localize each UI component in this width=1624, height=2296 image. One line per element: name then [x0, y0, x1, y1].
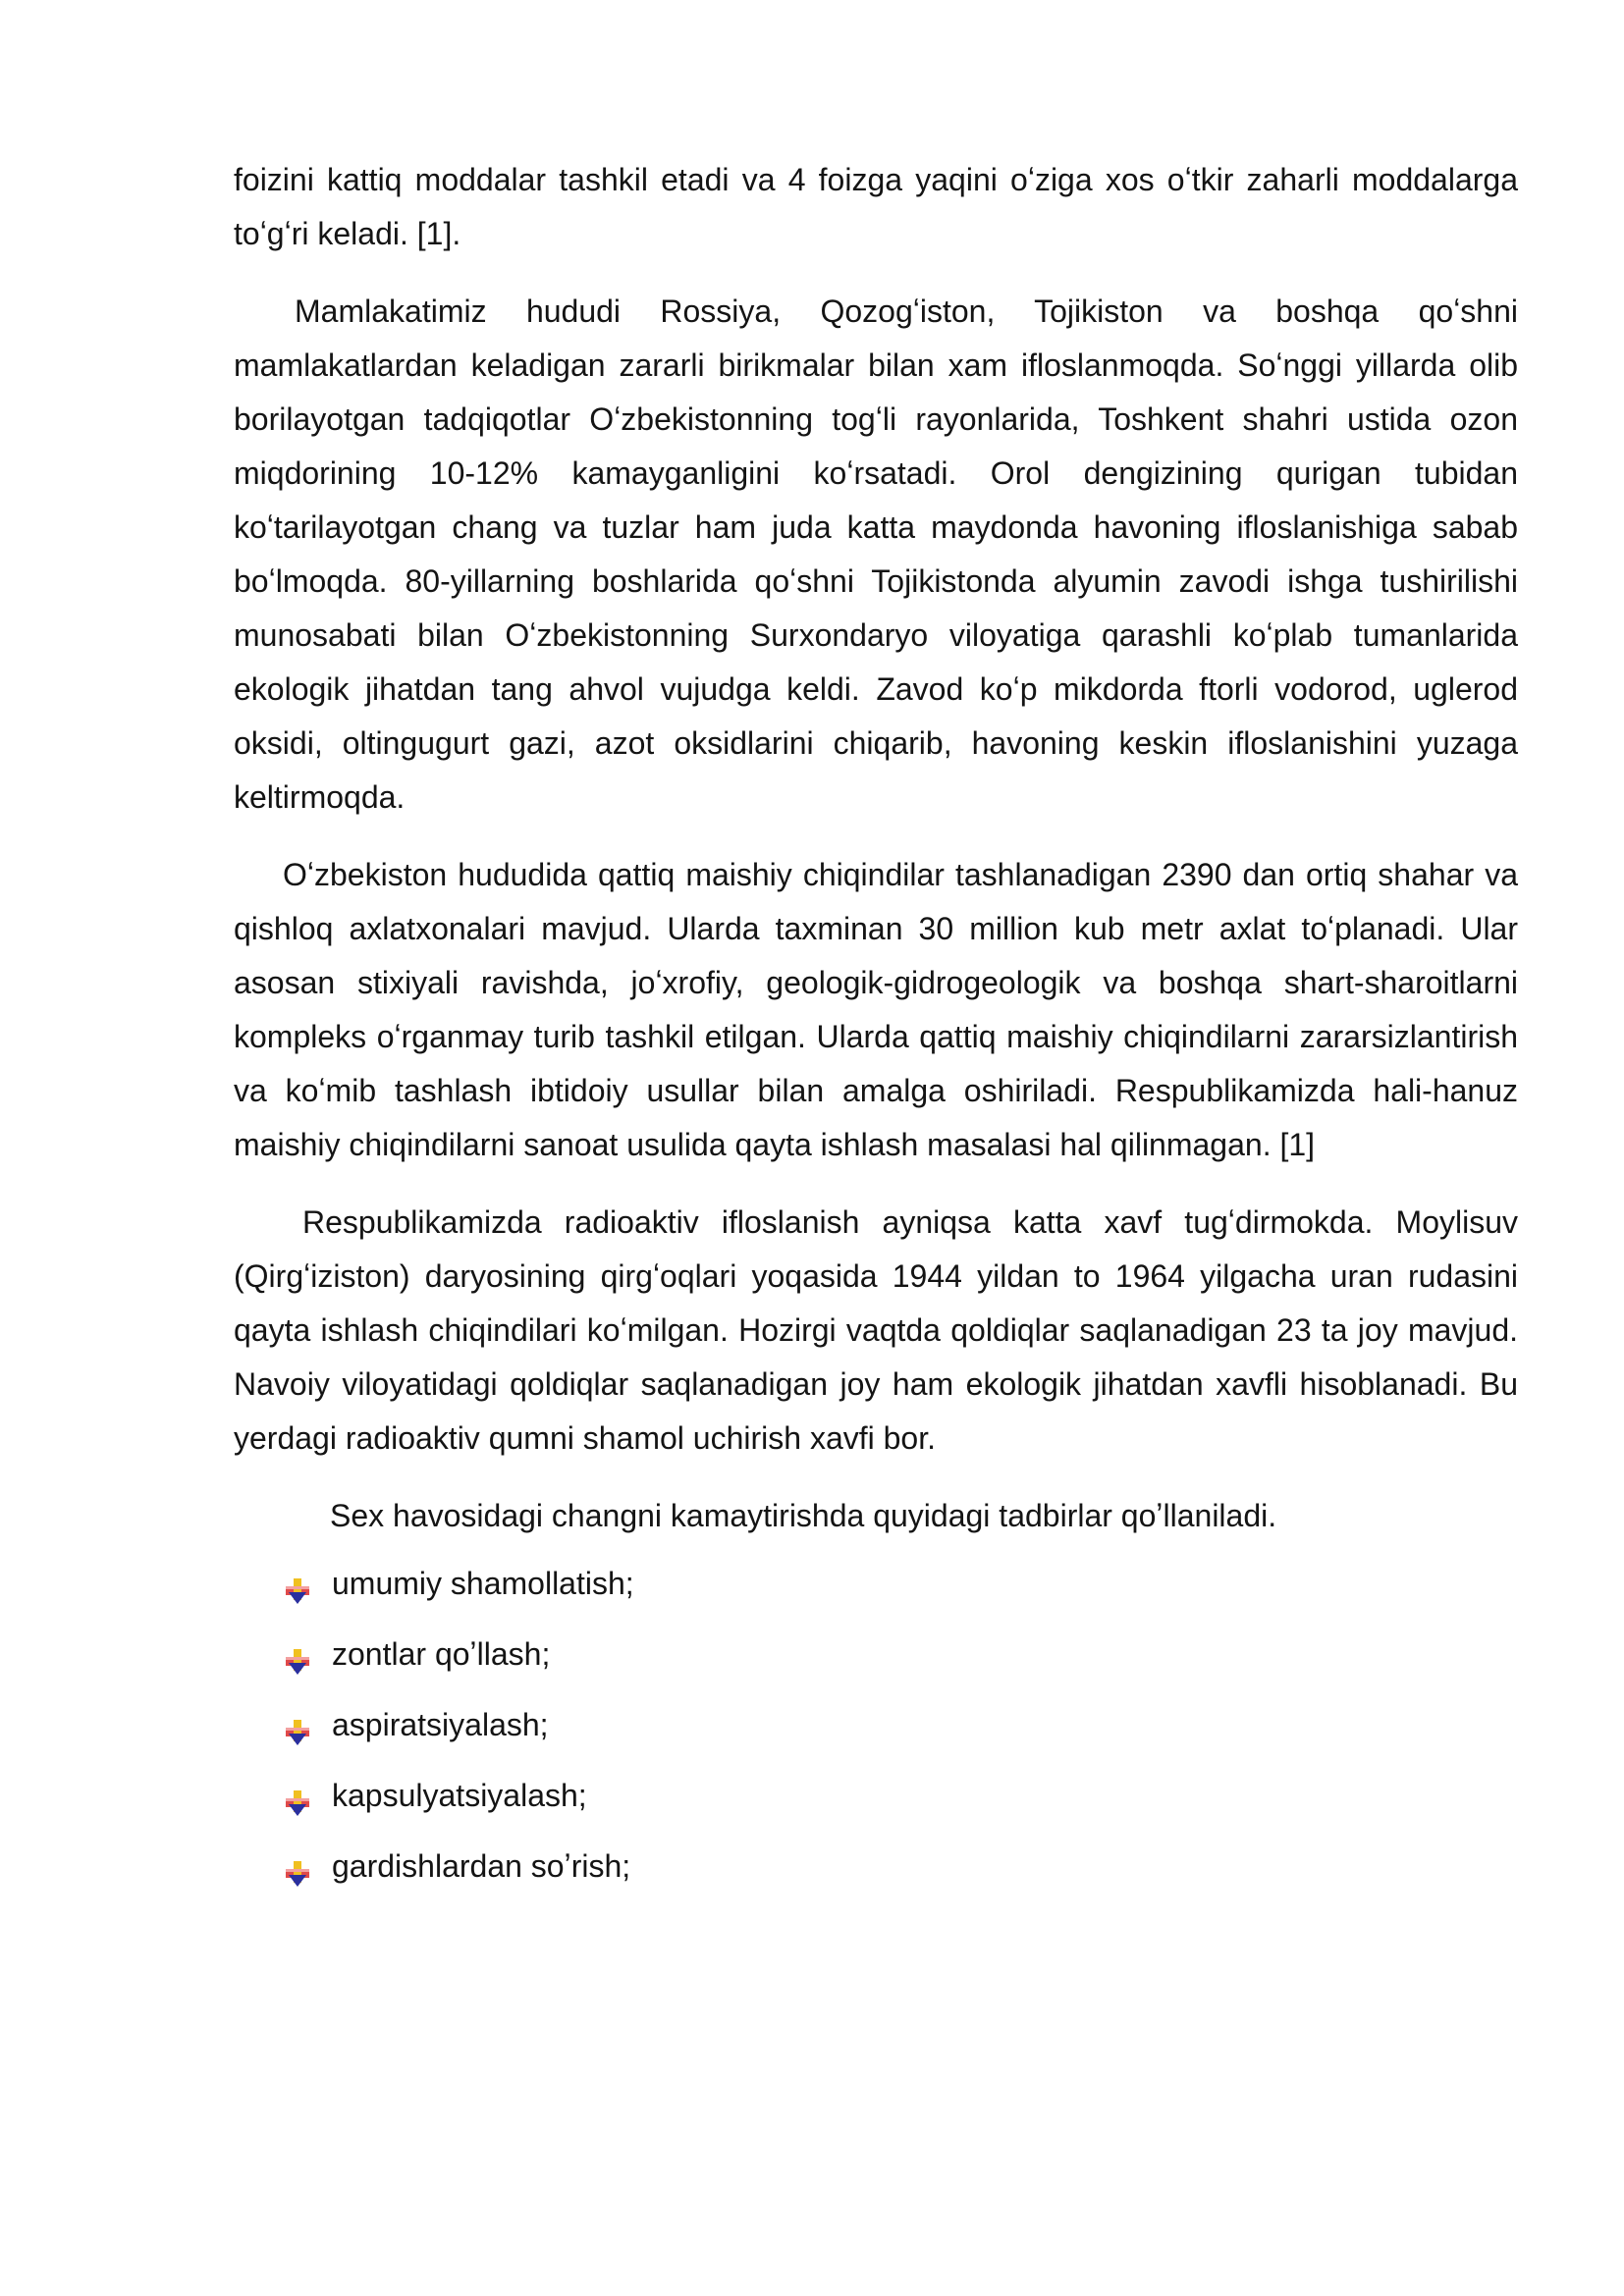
list-item	[234, 1840, 1518, 1910]
list-item	[234, 1698, 1518, 1769]
document-page	[234, 153, 1518, 1910]
list-item	[234, 1557, 1518, 1628]
arrow-down-bullet-icon	[283, 1639, 312, 1669]
list-item-text: umumiy shamollatish;	[332, 1566, 634, 1601]
paragraph-solid-waste: Oʻzbekiston hududida qattiq maishiy chiqindilar tashlanadigan 2390 dan ortiq shahar va qishloq axlatxonalari mavjud. Ularda taxminan 30 million kub metr axlat toʻplanadi. Ular asosan stixiyali ravishda, joʻxrofiy, geologik-gidrogeologik va boshqa shart-sharoitlarni kompleks oʻrganmay turib tashkil etilgan. Ularda qattiq maishiy chiqindilarni zararsizlantirish va koʻmib tashlash ibtidoiy usullar bilan amalga oshiriladi. Respublikamizda hali-hanuz maishiy chiqindilarni sanoat usulida qayta ishlash masalasi hal qilinmagan. [1]	[234, 857, 1518, 1162]
arrow-down-bullet-icon	[283, 1851, 312, 1881]
list-item-text: kapsulyatsiyalash;	[332, 1778, 587, 1813]
list-item-text: aspiratsiyalash;	[332, 1707, 549, 1742]
list-item	[234, 1628, 1518, 1698]
paragraph-air-pollution: Mamlakatimiz hududi Rossiya, Qozogʻiston, Tojikiston va boshqa qoʻshni mamlakatlardan keladigan zararli birikmalar bilan xam ifloslanmoqda. Soʻnggi yillarda olib borilayotgan tadqiqotlar Oʻzbekistonning togʻli rayonlarida, Toshkent shahri ustida ozon miqdorining 10-12% kamayganligini koʻrsatadi. Orol dengizining qurigan tubidan koʻtarilayotgan chang va tuzlar ham juda katta maydonda havoning ifloslanishiga sabab boʻlmoqda. 80-yillarning boshlarida qoʻshni Tojikistonda alyumin zavodi ishga tushirilishi munosabati bilan Oʻzbekistonning Surxondaryo viloyatiga qarashli koʻplab tumanlarida ekologik jihatdan tang ahvol vujudga keldi. Zavod koʻp mikdorda ftorli vodorod, uglerod oksidi, oltingugurt gazi, azot oksidlarini chiqarib, havoning keskin ifloslanishini yuzaga keltirmoqda.	[234, 294, 1518, 815]
arrow-down-bullet-icon	[283, 1710, 312, 1739]
paragraph-continuation: foizini kattiq moddalar tashkil etadi va 4 foizga yaqini oʻziga xos oʻtkir zaharli moddalarga toʻgʻri keladi. [1].	[234, 162, 1518, 251]
paragraph-dust-measures-intro: Sex havosidagi changni kamaytirishda quyidagi tadbirlar qoʼllaniladi.	[330, 1498, 1277, 1533]
arrow-down-bullet-icon	[283, 1781, 312, 1810]
list-item-text: gardishlardan soʼrish;	[332, 1848, 631, 1884]
list-item	[234, 1769, 1518, 1840]
list-item-text: zontlar qoʼllash;	[332, 1636, 551, 1672]
paragraph-radioactive: Respublikamizda radioaktiv ifloslanish ayniqsa katta xavf tugʻdirmokda. Moylisuv (Qirgʻiziston) daryosining qirgʻoqlari yoqasida 1944 yildan to 1964 yilgacha uran rudasini qayta ishlash chiqindilari koʻmilgan. Hozirgi vaqtda qoldiqlar saqlanadigan 23 ta joy mavjud. Navoiy viloyatidagi qoldiqlar saqlanadigan joy ham ekologik jihatdan xavfli hisoblanadi. Bu yerdagi radioaktiv qumni shamol uchirish xavfi bor.	[234, 1204, 1518, 1456]
arrow-down-bullet-icon	[283, 1569, 312, 1598]
measures-list	[234, 1557, 1518, 1910]
